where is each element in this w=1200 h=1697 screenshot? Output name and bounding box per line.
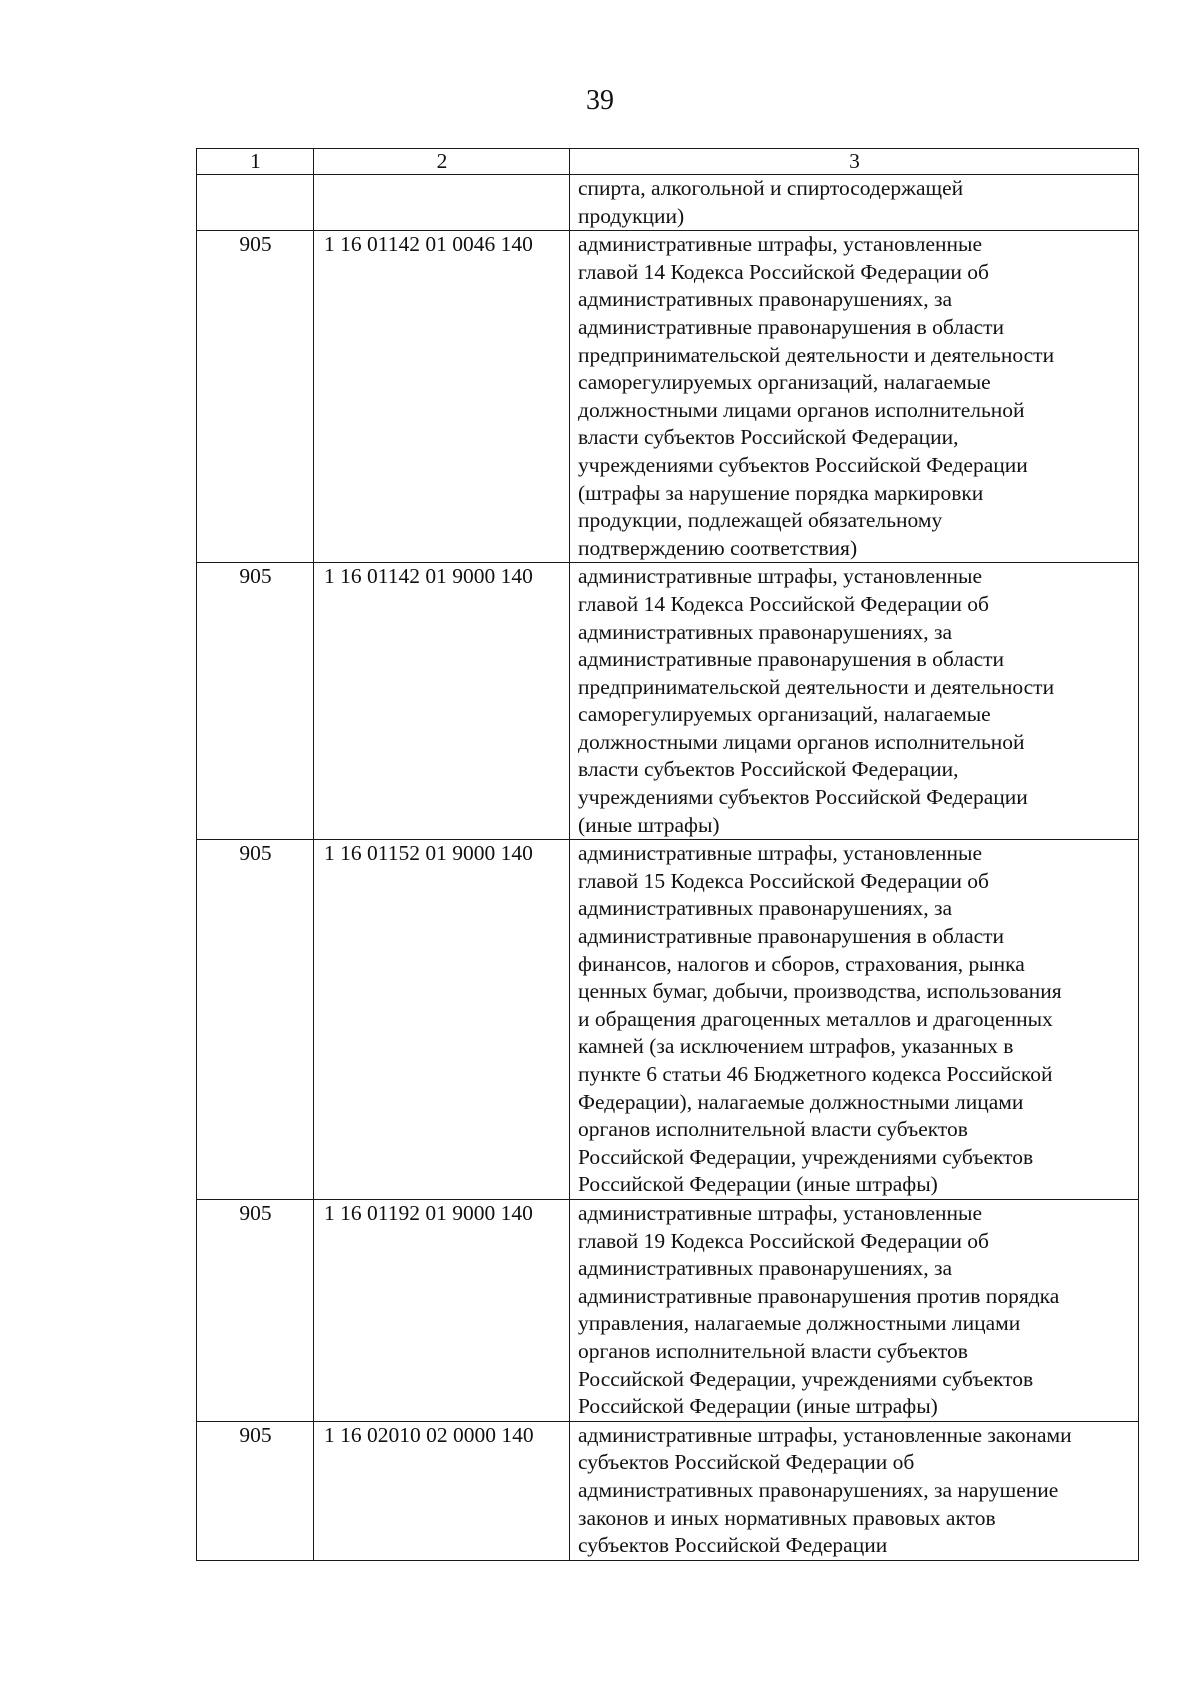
- description-line: административных правонарушениях, за: [578, 287, 953, 312]
- revenue-description-cell: [570, 1199, 1139, 1421]
- description-line: административные штрафы, установленные: [578, 232, 982, 257]
- column-number-row: [197, 149, 1139, 175]
- budget-code-cell: 1 16 02010 02 0000 140: [314, 1421, 570, 1560]
- table-body: [197, 149, 1139, 1561]
- column-number-3: 3: [570, 149, 1139, 175]
- description-line: продукции, подлежащей обязательному: [578, 508, 943, 533]
- description-line: подтверждению соответствия): [578, 535, 858, 560]
- description-line: камней (за исключением штрафов, указанных в: [578, 1034, 1014, 1059]
- administrator-code-cell: 905: [197, 1199, 314, 1421]
- description-line: административных правонарушениях, за: [578, 619, 953, 644]
- table-row: [197, 563, 1139, 840]
- description-line: Российской Федерации, учреждениями субъектов: [578, 1366, 1034, 1391]
- description-line: законов и иных нормативных правовых актов: [578, 1505, 996, 1530]
- administrator-code-cell: 905: [197, 563, 314, 840]
- table-row: [197, 1199, 1139, 1421]
- description-line: административные штрафы, установленные: [578, 1200, 982, 1225]
- revenue-description-cell: [570, 231, 1139, 563]
- revenue-description-cell: [570, 175, 1139, 231]
- description-line: административные штрафы, установленные: [578, 841, 982, 866]
- description-line: (иные штрафы): [578, 812, 720, 837]
- description-line: органов исполнительной власти субъектов: [578, 1117, 968, 1142]
- column-number-1: 1: [197, 149, 314, 175]
- description-line: Российской Федерации, учреждениями субъектов: [578, 1144, 1034, 1169]
- description-line: Федерации), налагаемые должностными лицами: [578, 1089, 1024, 1114]
- budget-code-cell: 1 16 01192 01 9000 140: [314, 1199, 570, 1421]
- column-number-2: 2: [314, 149, 570, 175]
- description-line: спирта, алкогольной и спиртосодержащей: [578, 176, 964, 200]
- description-line: должностными лицами органов исполнительной: [578, 729, 1025, 754]
- description-line: и обращения драгоценных металлов и драгоценных: [578, 1006, 1053, 1031]
- administrator-code-cell: [197, 175, 314, 231]
- page-number: 39: [586, 85, 614, 116]
- description-line: пункте 6 статьи 46 Бюджетного кодекса Российской: [578, 1062, 1053, 1086]
- description-line: органов исполнительной власти субъектов: [578, 1338, 968, 1363]
- table-row: [197, 175, 1139, 231]
- revenue-description-cell: [570, 840, 1139, 1200]
- description-line: административных правонарушениях, за: [578, 1256, 953, 1281]
- administrator-code-cell: 905: [197, 231, 314, 563]
- budget-code-cell: [314, 175, 570, 231]
- budget-code-cell: 1 16 01142 01 9000 140: [314, 563, 570, 840]
- revenue-description-cell: [570, 1421, 1139, 1560]
- administrator-code-cell: 905: [197, 1421, 314, 1560]
- description-line: субъектов Российской Федерации об: [578, 1450, 915, 1475]
- description-line: административные правонарушения против порядка: [578, 1283, 1060, 1308]
- administrator-code-cell: 905: [197, 840, 314, 1200]
- description-line: административные правонарушения в области: [578, 924, 1005, 949]
- description-line: саморегулируемых организаций, налагаемые: [578, 702, 991, 727]
- description-line: (штрафы за нарушение порядка маркировки: [578, 480, 984, 505]
- description-line: главой 14 Кодекса Российской Федерации об: [578, 591, 989, 616]
- description-line: главой 14 Кодекса Российской Федерации об: [578, 259, 989, 284]
- table-row: [197, 1421, 1139, 1560]
- description-line: управления, налагаемые должностными лицами: [578, 1311, 1021, 1336]
- budget-code-cell: 1 16 01142 01 0046 140: [314, 231, 570, 563]
- description-line: административных правонарушениях, за: [578, 896, 953, 921]
- description-line: должностными лицами органов исполнительной: [578, 397, 1025, 422]
- description-line: главой 19 Кодекса Российской Федерации об: [578, 1228, 989, 1253]
- description-line: административных правонарушениях, за нарушение: [578, 1477, 1059, 1502]
- description-line: предпринимательской деятельности и деятельности: [578, 342, 1055, 367]
- description-line: власти субъектов Российской Федерации,: [578, 757, 959, 782]
- description-line: учреждениями субъектов Российской Федерации: [578, 452, 1028, 477]
- budget-code-cell: 1 16 01152 01 9000 140: [314, 840, 570, 1200]
- description-line: финансов, налогов и сборов, страхования, рынка: [578, 951, 1025, 976]
- description-line: административные правонарушения в области: [578, 647, 1005, 672]
- table-row: [197, 231, 1139, 563]
- description-line: предпринимательской деятельности и деятельности: [578, 674, 1055, 699]
- budget-classification-table: [196, 148, 1139, 1561]
- description-line: власти субъектов Российской Федерации,: [578, 425, 959, 450]
- description-line: административные штрафы, установленные: [578, 564, 982, 589]
- description-line: Российской Федерации (иные штрафы): [578, 1172, 938, 1197]
- description-line: административные правонарушения в области: [578, 314, 1005, 339]
- description-line: саморегулируемых организаций, налагаемые: [578, 370, 991, 395]
- description-line: учреждениями субъектов Российской Федерации: [578, 785, 1028, 810]
- table-row: [197, 840, 1139, 1200]
- description-line: главой 15 Кодекса Российской Федерации об: [578, 868, 989, 893]
- description-line: административные штрафы, установленные законами: [578, 1422, 1072, 1447]
- description-line: субъектов Российской Федерации: [578, 1533, 888, 1558]
- description-line: Российской Федерации (иные штрафы): [578, 1394, 938, 1419]
- revenue-description-cell: [570, 563, 1139, 840]
- description-line: продукции): [578, 203, 685, 228]
- description-line: ценных бумаг, добычи, производства, использования: [578, 979, 1062, 1004]
